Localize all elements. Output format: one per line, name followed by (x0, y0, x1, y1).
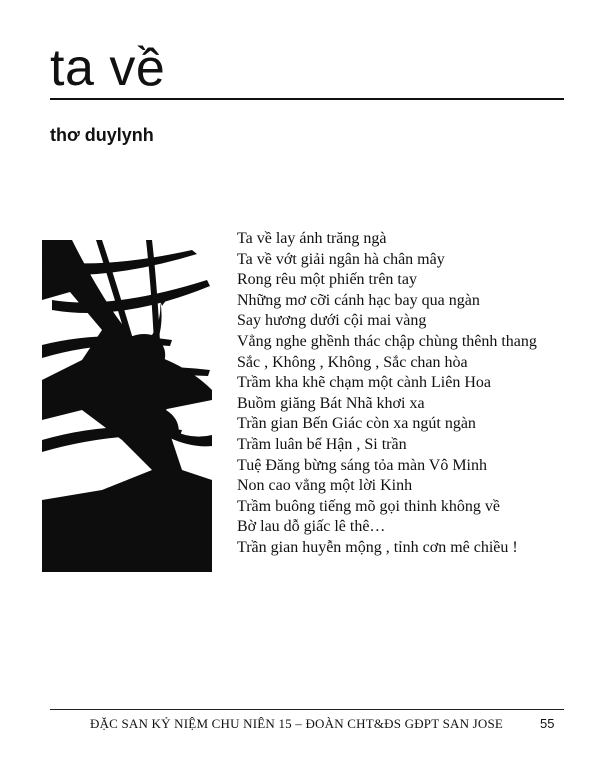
poem-line: Non cao vẳng một lời Kinh (237, 477, 413, 495)
poem-line: Sắc , Không , Không , Sắc chan hòa (237, 353, 468, 371)
poem-line: Trầm kha khẽ chạm một cành Liên Hoa (237, 374, 492, 392)
poem-line: Ta về vớt giải ngân hà chân mây (237, 250, 445, 268)
poem-line: Tuệ Đăng bừng sáng tỏa màn Vô Minh (237, 456, 487, 474)
footer-divider (50, 709, 564, 710)
crane-silhouette-icon (42, 240, 212, 572)
poem-line: Trần gian huyễn mộng , tỉnh cơn mê chiều ! (237, 538, 518, 556)
title-underline (50, 98, 564, 100)
article-title: ta về (50, 39, 166, 97)
poem-line: Ta về lay ánh trăng ngà (237, 230, 387, 247)
poem-line: Trầm luân bể Hận , Si trần (237, 435, 407, 453)
poem-line: Rong rêu một phiến trên tay (237, 271, 417, 289)
poem-line: Những mơ cỡi cánh hạc bay qua ngàn (237, 291, 480, 309)
poem-line: Bờ lau dỗ giấc lê thê… (237, 518, 386, 536)
poem-line: Trầm buông tiếng mõ gọi thinh không về (237, 497, 500, 515)
poem-line: Trần gian Bến Giác còn xa ngút ngàn (237, 415, 476, 433)
page-number: 55 (540, 716, 555, 731)
footer-publication: ĐẶC SAN KỶ NIỆM CHU NIÊN 15 – ĐOÀN CHT&ĐS GĐPT SAN JOSE (90, 716, 504, 731)
poem-line: Buồm giăng Bát Nhã khơi xa (237, 394, 425, 412)
author-byline: thơ duylynh (50, 125, 154, 145)
poem-body (237, 229, 537, 559)
poem-line: Say hương dưới cội mai vàng (237, 312, 427, 330)
poem-line: Vẳng nghe ghềnh thác chập chùng thênh thang (237, 332, 537, 350)
